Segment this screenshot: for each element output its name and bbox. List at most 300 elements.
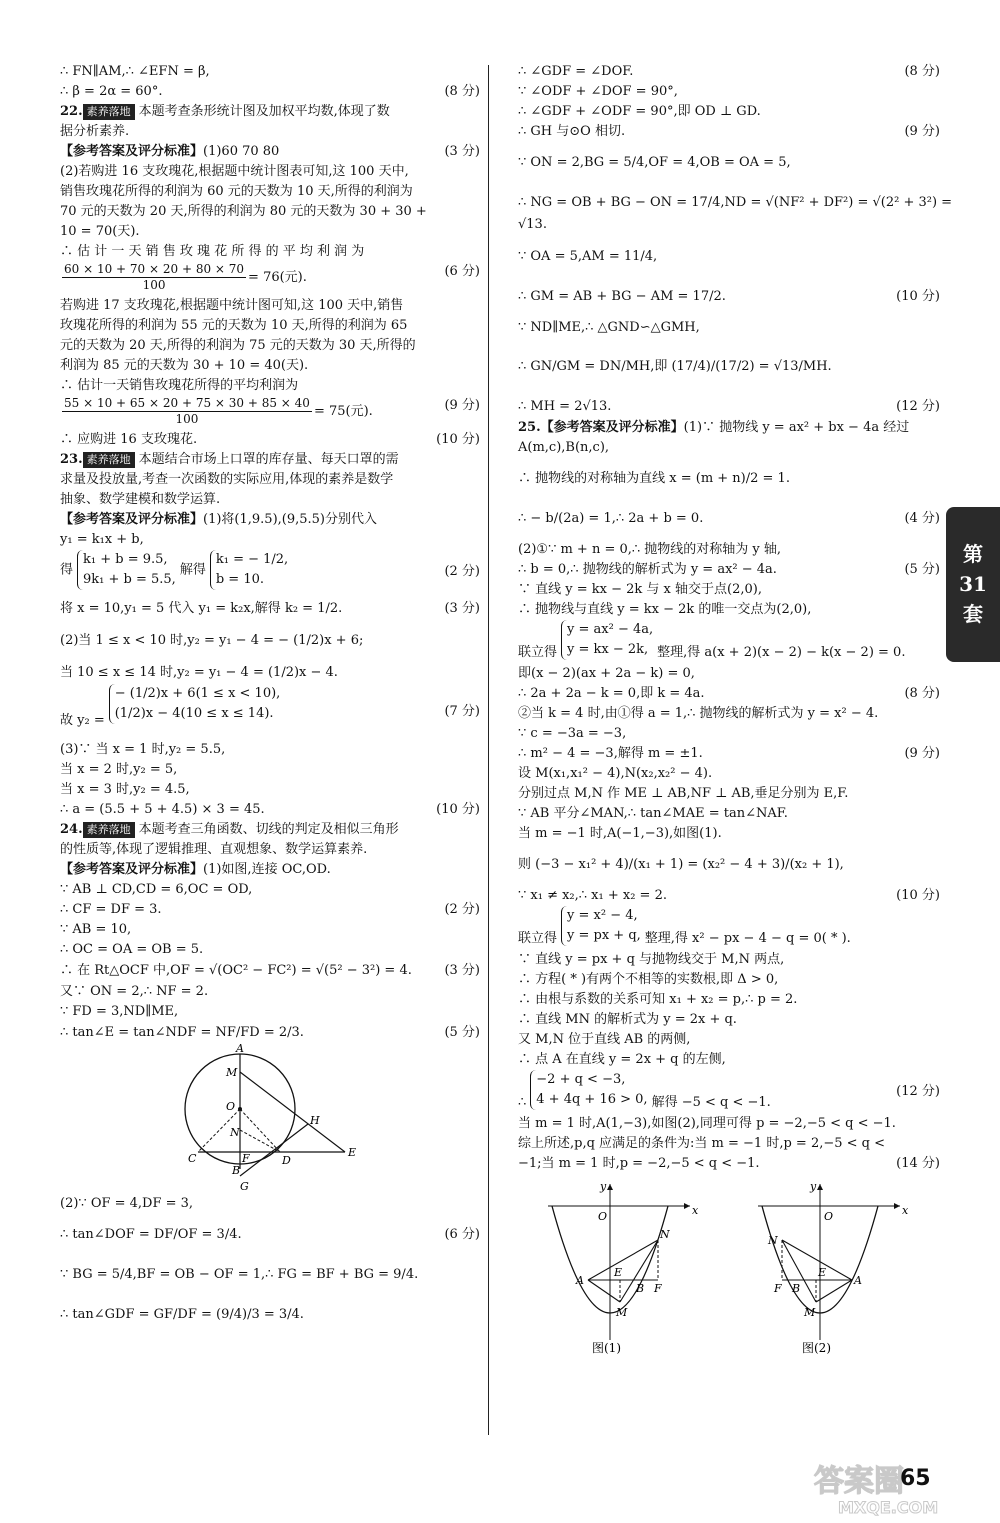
text-line [518,824,940,844]
numerator: 60 × 10 + 70 × 20 + 80 × 70 [64,262,245,276]
fraction [62,396,312,427]
text: ∴ 估计一天销售玫瑰花所得的平均利润为 [60,378,299,393]
text: 当 x = 3 时,y₂ = 4.5, [60,782,190,797]
text-line [60,740,480,760]
text: 得 [60,562,74,578]
literacy-tag: 素养落地 [83,452,135,468]
text: ∴ b = 0,∴ 抛物线的解析式为 y = ax² − 4a. [518,562,777,577]
text: ∴ GH 与⊙O 相切. [518,124,626,139]
label-E: E [614,1266,623,1279]
text: 本题考查条形统计图及加权平均数,体现了数 [138,104,390,119]
column-divider [488,65,489,1435]
text: A(m,c),B(n,c), [518,440,610,455]
text: (2)当 1 ≤ x < 10 时,y₂ = y₁ − 4 = − (1/2)x + 6; [60,633,364,648]
label-B: B [792,1282,801,1295]
text: ∴ FN∥AM,∴ ∠EFN = β, [60,64,210,79]
text-line [518,600,940,620]
text-line [60,62,480,82]
text: ∵ AB ⊥ CD,CD = 6,OC = OD, [60,882,253,897]
text: ∴ CF = DF = 3. [60,902,162,917]
text-line [60,1224,480,1246]
text-line [518,990,940,1010]
question-22-header [60,102,480,122]
axis-label-y: y [810,1180,817,1193]
text: ∵ ON = 2,BG = 5/4,OF = 4,OB = OA = 5, [518,155,791,170]
text: ∵ FD = 3,ND∥ME, [60,1004,179,1019]
parabola-figures [518,1180,940,1360]
label-F: F [654,1282,662,1295]
numerator: 55 × 10 + 65 × 20 + 75 × 30 + 85 × 40 [64,396,310,410]
label-B: B [636,1282,645,1295]
score: (14 分) [896,1156,940,1171]
text-line [518,560,940,580]
text: (2)①∵ m + n = 0,∴ 抛物线的对称轴为 y 轴, [518,542,782,557]
equation-system [561,620,653,660]
label-M: M [804,1306,816,1319]
figure-1-caption: 图(1) [592,1341,621,1355]
text-line [60,940,480,960]
text-line [518,152,940,174]
system-line [518,906,940,950]
equation: 9k₁ + b = 5.5, [83,572,176,587]
text: ∵ BG = 5/4,BF = OB − OF = 1,∴ FG = BF + BG = 9/4. [60,1267,419,1282]
text-line [60,1304,480,1326]
text: ∵ c = −3a = −3, [518,726,627,741]
text: 抽象、数学建模和数学运算. [60,492,221,507]
text: 设 M(x₁,x₁² − 4),N(x₂,x₂² − 4). [518,766,713,781]
text: ∵ x₁ ≠ x₂,∴ x₁ + x₂ = 2. [518,888,667,903]
score: (2 分) [444,564,480,579]
text: ∴ 估 计 一 天 销 售 玫 瑰 花 所 得 的 平 均 利 润 为 [60,244,365,259]
solution-system [210,550,288,590]
question-number: 24. [60,822,83,837]
text: ∵ 直线 y = px + q 与抛物线交于 M,N 两点, [518,952,785,967]
text-line [60,900,480,920]
text: (1)∵ 抛物线 y = ax² + bx − 4a 经过 [683,420,910,435]
text: 当 10 ≤ x ≤ 14 时,y₂ = y₁ − 4 = (1/2)x − 4. [60,665,338,680]
label-N: N [230,1126,240,1139]
text: ∴ MH = 2√13. [518,399,612,414]
spacer [60,1246,480,1264]
text-line [518,950,940,970]
spacer [518,876,940,886]
answer-heading: 【参考答案及评分标准】 [60,512,204,527]
score: (9 分) [444,398,480,413]
text: (1)60 70 80 [203,144,280,159]
text-line [60,860,480,880]
text: 本题考查三角函数、切线的判定及相似三角形 [138,822,399,837]
text-line [60,296,480,316]
text-line [60,122,480,142]
text-line [518,1154,940,1174]
figure-2-caption: 图(2) [802,1341,831,1355]
text-line [518,1050,940,1070]
text: −1;当 m = 1 时,p = −2,−5 < q < −1. [518,1156,760,1171]
equation-system [561,906,641,946]
text: ∴ OC = OA = OB = 5. [60,942,204,957]
text: 联立得 [518,644,558,660]
watermark-text: 答案圈 [814,1464,904,1499]
axis-label-x: x [692,1204,699,1217]
fraction [62,262,246,293]
spacer [518,338,940,356]
right-column [518,62,953,1360]
text-line [60,82,480,102]
text: 又 M,N 位于直线 AB 的两侧, [518,1032,691,1047]
text: 即(x − 2)(ax + 2a − k) = 0, [518,666,695,681]
question-number: 23. [60,452,83,467]
spacer [60,620,480,630]
text-line [518,970,940,990]
equation: y = x² − 4, [567,908,638,923]
score: (10 分) [436,802,480,817]
text: ∴ GN/GM = DN/MH,即 (17/4)/(17/2) = √13/MH. [518,359,832,374]
text: 分别过点 M,N 作 ME ⊥ AB,NF ⊥ AB,垂足分别为 E,F. [518,786,849,801]
text: ∵ ∠ODF + ∠DOF = 90°, [518,84,678,99]
label-O: O [226,1100,236,1113]
text-line [60,356,480,376]
text-line [518,664,940,684]
text: 10 = 70(天). [60,224,140,239]
score: (6 分) [444,1227,480,1242]
equation-system [77,550,176,590]
text: ∴ 应购进 16 支玫瑰花. [60,432,198,447]
equation: y = px + q, [567,928,641,943]
answer-heading: 【参考答案及评分标准】 [60,862,204,877]
text-line [518,468,940,490]
spacer [518,530,940,540]
question-24-header [60,820,480,840]
text-line [60,960,480,982]
answer-heading: 【参考答案及评分标准】 [540,420,684,435]
inequality-system [530,1070,647,1110]
text: ∴ 直线 MN 的解析式为 y = 2x + q. [518,1012,737,1027]
text: 整理,得 x² − px − 4 − q = 0( * ). [644,930,851,946]
text: ∴ 由根与系数的关系可知 x₁ + x₂ = p,∴ p = 2. [518,992,798,1007]
text-line [518,508,940,530]
score: (5 分) [904,562,940,577]
page-number: 65 [900,1466,931,1491]
label-H: H [310,1114,320,1127]
label-E: E [818,1266,827,1279]
question-25-header [518,418,940,438]
circle-figure [180,1044,360,1194]
text-line [518,286,940,308]
text: ∴ GM = AB + BG − AM = 17/2. [518,289,726,304]
text: ∵ ND∥ME,∴ △GND∽△GMH, [518,320,700,335]
label-F: F [774,1282,782,1295]
question-number: 22. [60,104,83,119]
text: ∴ tan∠GDF = GF/DF = (9/4)/3 = 3/4. [60,1307,304,1322]
equation: y = ax² − 4a, [567,622,654,637]
text: 利润为 85 元的天数为 30 + 10 = 40(天). [60,358,309,373]
text-line [60,182,480,202]
text-line [60,222,480,242]
text: 若购进 17 支玫瑰花,根据题中统计图可知,这 100 天中,销售 [60,298,404,313]
text-line [60,662,480,684]
watermark-url: MXQE.COM [838,1498,939,1517]
text: ∴ a = (5.5 + 5 + 4.5) × 3 = 45. [60,802,265,817]
tab-text: 第 [963,542,983,566]
text: ∴ ∠GDF + ∠ODF = 90°,即 OD ⊥ GD. [518,104,761,119]
text-line [518,214,940,236]
spacer [60,1286,480,1304]
text-line [518,192,953,214]
text-line [60,780,480,800]
text-line [60,760,480,780]
spacer [518,174,940,192]
piecewise-function [109,684,281,724]
text-line [60,376,480,396]
text-line [60,430,480,450]
text-line [518,724,940,744]
text: (2)∵ OF = 4,DF = 3, [60,1196,194,1211]
score: (3 分) [444,144,480,159]
label-A: A [236,1044,244,1055]
text: 70 元的天数为 20 天,所得的利润为 80 元的天数为 30 + 30 + [60,204,427,219]
label-F: F [242,1152,250,1165]
label-D: D [282,1154,291,1167]
label-A: A [854,1274,862,1287]
label-O: O [824,1210,834,1223]
equation: 4 + 4q + 16 > 0, [536,1092,648,1107]
text-line [60,598,480,620]
equation: b = 10. [215,572,264,587]
text: = 75(元). [313,404,373,419]
text-line [60,982,480,1002]
text: y₁ = k₁x + b, [60,532,144,547]
formula-line [60,262,480,296]
label-N: N [768,1234,778,1247]
text: ∵ 直线 y = kx − 2k 与 x 轴交于点(2,0), [518,582,762,597]
text-line [518,854,940,876]
circle-figure-svg [180,1044,360,1194]
label-G: G [240,1180,249,1193]
label-O: O [598,1210,608,1223]
text-line [518,1134,940,1154]
text: ∴ ∠GDF = ∠DOF. [518,64,634,79]
text-line [60,142,480,162]
text: 综上所述,p,q 应满足的条件为:当 m = −1 时,p = 2,−5 < q < [518,1136,886,1151]
question-number: 25. [518,420,541,435]
text: ∴ [518,1094,527,1110]
label-A: A [576,1274,584,1287]
text-line [518,356,940,378]
text: 当 m = 1 时,A(1,−3),如图(2),同理可得 p = −2,−5 < q < −1. [518,1116,896,1131]
score: (5 分) [444,1025,480,1040]
denominator: 100 [142,278,166,292]
formula-line [60,396,480,430]
label-N: N [660,1228,670,1241]
text: 销售玫瑰花所得的利润为 60 元的天数为 10 天,所得的利润为 [60,184,413,199]
axis-label-x: x [902,1204,909,1217]
text: ∴ tan∠DOF = DF/OF = 3/4. [60,1227,242,1242]
score: (8 分) [904,686,940,701]
text: ∴ 在 Rt△OCF 中,OF = √(OC² − FC²) = √(5² − 3²) = 4. [60,963,412,978]
text-line [518,122,940,142]
spacer [518,378,940,396]
text: 将 x = 10,y₁ = 5 代入 y₁ = k₂x,解得 k₂ = 1/2. [60,601,343,616]
text-line [60,336,480,356]
text-line [60,242,480,262]
text-line [518,1030,940,1050]
text: ∵ OA = 5,AM = 11/4, [518,249,658,264]
text-line [60,202,480,222]
text: ∵ AB 平分∠MAN,∴ tan∠MAE = tan∠NAF. [518,806,788,821]
text-line [60,630,480,652]
text-line [518,438,940,458]
text: ∵ AB = 10, [60,922,132,937]
literacy-tag: 素养落地 [83,104,135,120]
text: 解得 [179,562,206,578]
spacer [518,308,940,318]
figure-2 [758,1180,909,1355]
system-line [518,620,940,664]
text-line [60,1264,480,1286]
text-line [518,784,940,804]
text-line [518,704,940,724]
equation: k₁ + b = 9.5, [83,552,168,567]
text-line [60,510,480,530]
text-line [518,804,940,824]
score: (2 分) [444,902,480,917]
score: (12 分) [896,1084,940,1099]
left-column [60,62,480,1326]
text: 当 m = −1 时,A(−1,−3),如图(1). [518,826,722,841]
text: ∴ 2a + 2a − k = 0,即 k = 4a. [518,686,705,701]
spacer [60,652,480,662]
score: (7 分) [444,704,480,719]
spacer [518,490,940,508]
text-line [518,102,940,122]
text: ∴ β = 2α = 60°. [60,84,163,99]
text-line [518,246,940,268]
text-line [518,318,940,338]
text: = 76(元). [248,270,307,285]
text-line [60,880,480,900]
score: (3 分) [444,963,480,978]
answer-heading: 【参考答案及评分标准】 [60,144,204,159]
text: 则 (−3 − x₁² + 4)/(x₁ + 1) = (x₂² − 4 + 3)/(x₂ + 1), [518,857,844,872]
tab-text: 套 [963,602,983,626]
text-line [518,744,940,764]
text-line [60,800,480,820]
system-line [518,1070,940,1114]
figure-1 [548,1180,699,1355]
text-line [60,470,480,490]
spacer [518,268,940,286]
axis-label-y: y [600,1180,607,1193]
text: 据分析素养. [60,124,130,139]
label-M: M [616,1306,628,1319]
equation: −2 + q < −3, [536,1072,626,1087]
text: (3)∵ 当 x = 1 时,y₂ = 5.5, [60,742,226,757]
text-line [60,490,480,510]
score: (6 分) [444,264,480,279]
text-line [518,62,940,82]
text-line [60,920,480,940]
text: ∴ 抛物线的对称轴为直线 x = (m + n)/2 = 1. [518,471,790,486]
spacer [518,142,940,152]
score: (10 分) [436,432,480,447]
text-line [60,1022,480,1044]
text: 的性质等,体现了逻辑推理、直观想象、数学运算素养. [60,842,368,857]
score: (3 分) [444,601,480,616]
equation: − (1/2)x + 6(1 ≤ x < 10), [114,686,281,701]
score: (9 分) [904,124,940,139]
text: ∴ NG = OB + BG − ON = 17/4,ND = √(NF² + DF²) = √(2² + 3²) = [518,195,953,210]
text-line [60,1002,480,1022]
text: 整理,得 a(x + 2)(x − 2) − k(x − 2) = 0. [657,644,906,660]
system-line [60,550,480,598]
text: ∴ 方程( * )有两个不相等的实数根,即 Δ > 0, [518,972,779,987]
label-E: E [348,1146,357,1159]
tab-text: 31 [959,572,987,596]
text-line [60,162,480,182]
equation: k₁ = − 1/2, [215,552,289,567]
equation: y = kx − 2k, [567,642,649,657]
text: (2)若购进 16 支玫瑰花,根据题中统计图表可知,这 100 天中, [60,164,409,179]
text-line [518,1010,940,1030]
text: (1)如图,连接 OC,OD. [203,862,331,877]
set-number-tab [946,507,1000,662]
text: 联立得 [518,930,558,946]
label-B: B [232,1164,241,1177]
text: 元的天数为 20 天,所得的利润为 75 元的天数为 30 天,所得的 [60,338,416,353]
text-line [518,580,940,600]
text: ∴ 抛物线与直线 y = kx − 2k 的唯一交点为(2,0), [518,602,812,617]
text-line [518,82,940,102]
text: 玫瑰花所得的利润为 55 元的天数为 10 天,所得的利润为 65 [60,318,408,333]
question-23-header [60,450,480,470]
label-C: C [188,1152,197,1165]
text-line [60,840,480,860]
piecewise-line [60,684,480,740]
score: (9 分) [904,746,940,761]
text-line [518,684,940,704]
text-line [60,530,480,550]
score: (8 分) [904,64,940,79]
text-line [518,1114,940,1134]
spacer [518,844,940,854]
text-line [518,540,940,560]
text-line [60,316,480,336]
text-line [518,764,940,784]
spacer [60,1214,480,1224]
score: (8 分) [444,84,480,99]
text: ∴ m² − 4 = −3,解得 m = ±1. [518,746,703,761]
label-M: M [226,1066,238,1079]
text-line [518,396,940,418]
score: (10 分) [896,888,940,903]
text: 解得 −5 < q < −1. [651,1094,771,1110]
text: √13. [518,217,547,232]
text: ②当 k = 4 时,由①得 a = 1,∴ 抛物线的解析式为 y = x² − 4. [518,706,879,721]
spacer [518,458,940,468]
spacer [518,236,940,246]
parabola-figures-svg [518,1180,940,1360]
text: ∴ tan∠E = tan∠NDF = NF/FD = 2/3. [60,1025,304,1040]
text: 故 y₂ = [60,712,105,728]
score: (4 分) [904,511,940,526]
text: (1)将(1,9.5),(9,5.5)分别代入 [203,512,378,527]
text: 又∵ ON = 2,∴ NF = 2. [60,984,209,999]
text: 求量及投放量,考查一次函数的实际应用,体现的素养是数学 [60,472,394,487]
text: ∴ 点 A 在直线 y = 2x + q 的左侧, [518,1052,726,1067]
denominator: 100 [175,412,199,426]
text: 本题结合市场上口罩的库存量、每天口罩的需 [138,452,399,467]
text: ∴ − b/(2a) = 1,∴ 2a + b = 0. [518,511,704,526]
